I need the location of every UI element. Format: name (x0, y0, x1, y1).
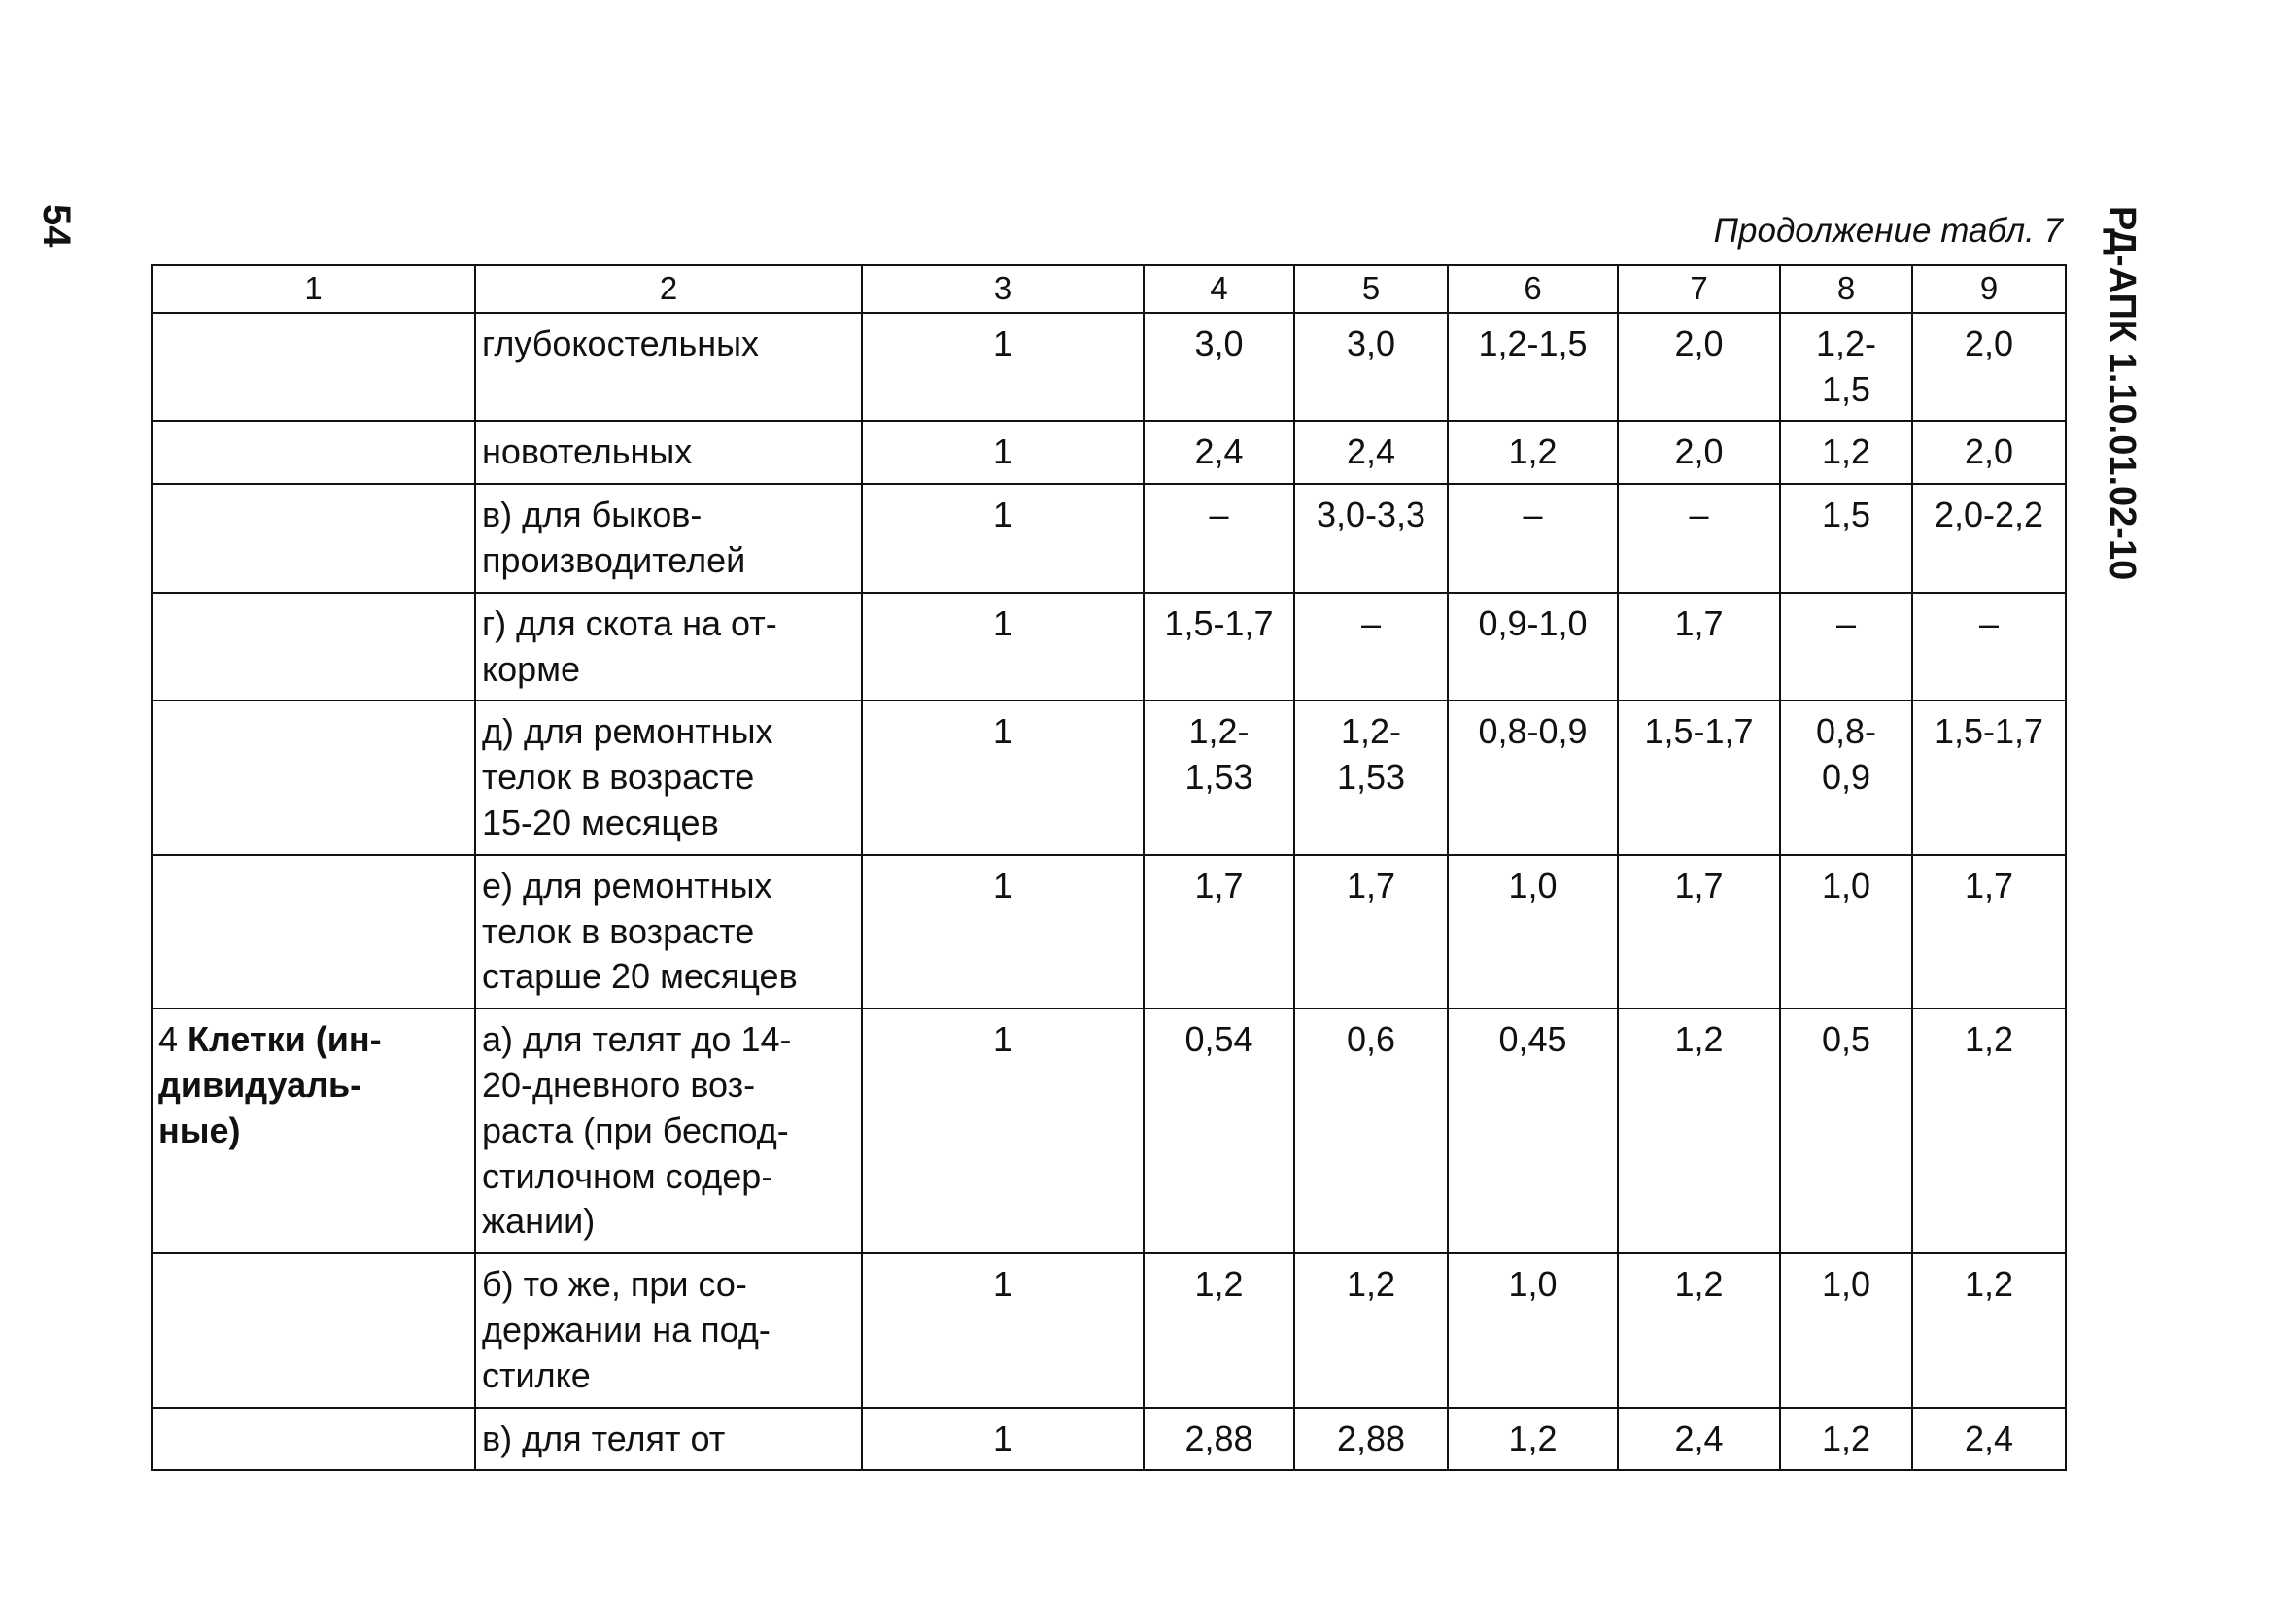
value-cell-col-8: 1,5 (1780, 484, 1912, 593)
header-row (152, 265, 2066, 313)
value-cell-col-9: 2,4 (1912, 1408, 2066, 1471)
value-cell-col-7: 1,7 (1618, 593, 1780, 701)
value-cell-col-7: 1,5-1,7 (1618, 701, 1780, 854)
page-number: 54 (35, 204, 78, 248)
equipment-name: Клетки (ин- дивидуаль- ные) (158, 1019, 382, 1150)
table-row (152, 855, 2066, 1009)
value-cell-col-4: – (1144, 484, 1294, 593)
equipment-type-cell (152, 421, 475, 484)
value-cell-col-5: 1,2- 1,53 (1294, 701, 1448, 854)
value-cell-col-4: 3,0 (1144, 313, 1294, 422)
column-header-8: 8 (1780, 265, 1912, 313)
value-cell-col-6: 1,2-1,5 (1448, 313, 1618, 422)
table-row (152, 421, 2066, 484)
value-cell-col-5: – (1294, 593, 1448, 701)
purpose-cell: в) для быков- производителей (475, 484, 862, 593)
value-cell-col-4: 1,2 (1144, 1253, 1294, 1407)
value-cell-col-4: 1,5-1,7 (1144, 593, 1294, 701)
value-cell-col-8: 1,2- 1,5 (1780, 313, 1912, 422)
value-cell-col-9: 1,2 (1912, 1253, 2066, 1407)
value-cell-col-3: 1 (862, 1253, 1144, 1407)
purpose-cell: г) для скота на от- корме (475, 593, 862, 701)
value-cell-col-7: 1,7 (1618, 855, 1780, 1009)
table-row (152, 1408, 2066, 1471)
table-row (152, 1253, 2066, 1407)
value-cell-col-3: 1 (862, 484, 1144, 593)
column-header-2: 2 (475, 265, 862, 313)
value-cell-col-8: 0,5 (1780, 1009, 1912, 1253)
equipment-type-cell (152, 593, 475, 701)
value-cell-col-4: 0,54 (1144, 1009, 1294, 1253)
table-row (152, 701, 2066, 854)
value-cell-col-8: 1,2 (1780, 1408, 1912, 1471)
equipment-type-cell (152, 1009, 475, 1253)
table-continuation-caption: Продолжение табл. 7 (1713, 212, 2063, 250)
value-cell-col-3: 1 (862, 855, 1144, 1009)
equipment-type-cell (152, 484, 475, 593)
value-cell-col-8: 1,2 (1780, 421, 1912, 484)
purpose-cell: в) для телят от (475, 1408, 862, 1471)
equipment-type-cell (152, 313, 475, 422)
equipment-type-cell (152, 701, 475, 854)
value-cell-col-3: 1 (862, 421, 1144, 484)
value-cell-col-8: 0,8- 0,9 (1780, 701, 1912, 854)
value-cell-col-5: 1,7 (1294, 855, 1448, 1009)
value-cell-col-8: – (1780, 593, 1912, 701)
column-header-7: 7 (1618, 265, 1780, 313)
value-cell-col-9: 2,0-2,2 (1912, 484, 2066, 593)
column-header-9: 9 (1912, 265, 2066, 313)
norms-table (151, 264, 2067, 1471)
value-cell-col-8: 1,0 (1780, 1253, 1912, 1407)
equipment-number: 4 (158, 1019, 188, 1060)
value-cell-col-3: 1 (862, 593, 1144, 701)
value-cell-col-7: 1,2 (1618, 1009, 1780, 1253)
table-body (152, 313, 2066, 1471)
value-cell-col-7: 2,0 (1618, 421, 1780, 484)
value-cell-col-7: 1,2 (1618, 1253, 1780, 1407)
value-cell-col-8: 1,0 (1780, 855, 1912, 1009)
value-cell-col-5: 3,0 (1294, 313, 1448, 422)
value-cell-col-6: 1,2 (1448, 421, 1618, 484)
value-cell-col-9: 1,2 (1912, 1009, 2066, 1253)
column-header-5: 5 (1294, 265, 1448, 313)
value-cell-col-9: 2,0 (1912, 313, 2066, 422)
value-cell-col-5: 1,2 (1294, 1253, 1448, 1407)
column-header-1: 1 (152, 265, 475, 313)
value-cell-col-7: 2,0 (1618, 313, 1780, 422)
value-cell-col-7: 2,4 (1618, 1408, 1780, 1471)
equipment-type-cell (152, 1408, 475, 1471)
column-header-6: 6 (1448, 265, 1618, 313)
purpose-cell: б) то же, при со- держании на под- стилке (475, 1253, 862, 1407)
value-cell-col-6: 1,0 (1448, 1253, 1618, 1407)
column-header-4: 4 (1144, 265, 1294, 313)
purpose-cell: новотельных (475, 421, 862, 484)
document-code: РД-АПК 1.10.01.02-10 (2102, 206, 2142, 581)
value-cell-col-4: 2,4 (1144, 421, 1294, 484)
value-cell-col-9: 1,5-1,7 (1912, 701, 2066, 854)
equipment-type-cell (152, 855, 475, 1009)
value-cell-col-3: 1 (862, 701, 1144, 854)
value-cell-col-5: 2,4 (1294, 421, 1448, 484)
value-cell-col-6: 1,0 (1448, 855, 1618, 1009)
purpose-cell: глубокостельных (475, 313, 862, 422)
column-header-3: 3 (862, 265, 1144, 313)
value-cell-col-6: 1,2 (1448, 1408, 1618, 1471)
value-cell-col-6: – (1448, 484, 1618, 593)
value-cell-col-9: 1,7 (1912, 855, 2066, 1009)
purpose-cell: а) для телят до 14- 20-дневного воз- раста (при беспод- стилочном содер- жании) (475, 1009, 862, 1253)
table-row (152, 313, 2066, 422)
value-cell-col-3: 1 (862, 313, 1144, 422)
value-cell-col-3: 1 (862, 1408, 1144, 1471)
value-cell-col-6: 0,8-0,9 (1448, 701, 1618, 854)
value-cell-col-6: 0,45 (1448, 1009, 1618, 1253)
table-row (152, 1009, 2066, 1253)
value-cell-col-9: 2,0 (1912, 421, 2066, 484)
value-cell-col-7: – (1618, 484, 1780, 593)
value-cell-col-4: 2,88 (1144, 1408, 1294, 1471)
purpose-cell: д) для ремонтных телок в возрасте 15-20 месяцев (475, 701, 862, 854)
table-row (152, 484, 2066, 593)
value-cell-col-5: 0,6 (1294, 1009, 1448, 1253)
equipment-type-cell (152, 1253, 475, 1407)
value-cell-col-3: 1 (862, 1009, 1144, 1253)
value-cell-col-9: – (1912, 593, 2066, 701)
value-cell-col-4: 1,2- 1,53 (1144, 701, 1294, 854)
value-cell-col-4: 1,7 (1144, 855, 1294, 1009)
value-cell-col-6: 0,9-1,0 (1448, 593, 1618, 701)
value-cell-col-5: 2,88 (1294, 1408, 1448, 1471)
value-cell-col-5: 3,0-3,3 (1294, 484, 1448, 593)
table-row (152, 593, 2066, 701)
purpose-cell: е) для ремонтных телок в возрасте старше 20 месяцев (475, 855, 862, 1009)
